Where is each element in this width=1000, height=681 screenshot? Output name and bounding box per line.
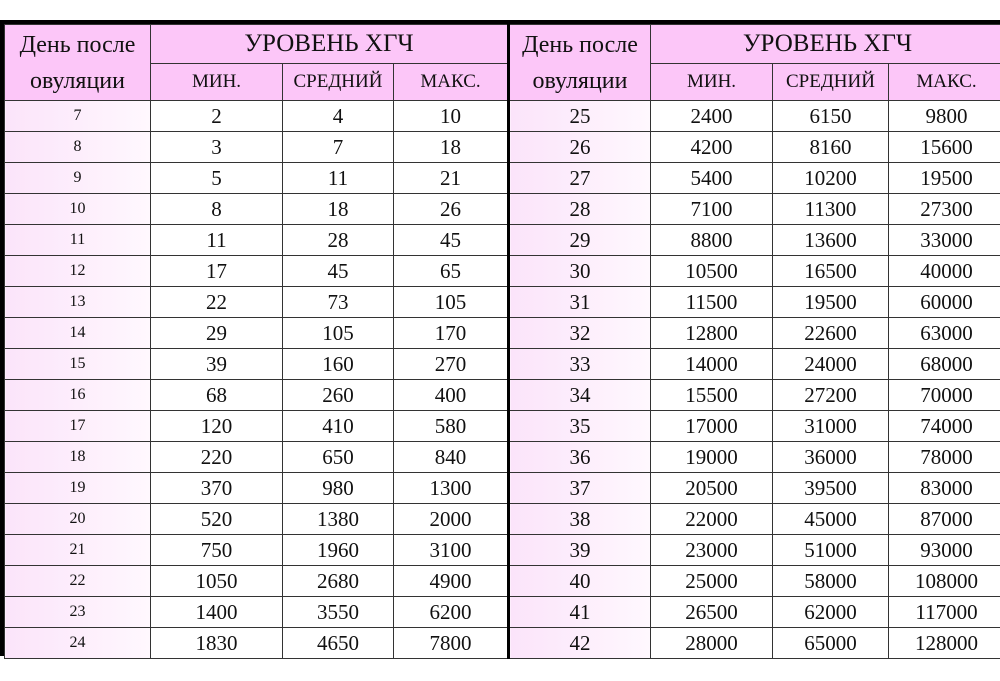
right-day-cell: 29: [509, 225, 651, 256]
right-min-cell: 10500: [651, 256, 773, 287]
left-min-cell: 1400: [151, 597, 283, 628]
left-avg-cell: 650: [283, 442, 394, 473]
table-row: [5, 101, 1000, 132]
table-row: [5, 628, 1000, 659]
right-min-cell: 17000: [651, 411, 773, 442]
table-row: [5, 256, 1000, 287]
left-avg-cell: 980: [283, 473, 394, 504]
right-min-cell: 23000: [651, 535, 773, 566]
right-min-cell: 20500: [651, 473, 773, 504]
right-avg-cell: 27200: [773, 380, 889, 411]
left-min-cell: 11: [151, 225, 283, 256]
left-max-cell: 580: [394, 411, 509, 442]
right-avg-cell: 10200: [773, 163, 889, 194]
header-day-line1: День после: [522, 31, 638, 58]
right-avg-cell: 36000: [773, 442, 889, 473]
left-avg-cell: 410: [283, 411, 394, 442]
right-max-cell: 128000: [889, 628, 1000, 659]
right-avg-cell: 8160: [773, 132, 889, 163]
left-day-cell: 17: [5, 411, 151, 442]
right-max-cell: 63000: [889, 318, 1000, 349]
right-max-cell: 93000: [889, 535, 1000, 566]
right-min-cell: 2400: [651, 101, 773, 132]
left-max-cell: 840: [394, 442, 509, 473]
left-min-cell: 22: [151, 287, 283, 318]
table-row: [5, 349, 1000, 380]
left-day-cell: 11: [5, 225, 151, 256]
left-min-cell: 17: [151, 256, 283, 287]
left-min-cell: 1830: [151, 628, 283, 659]
left-day-cell: 22: [5, 566, 151, 597]
header-avg-left: СРЕДНИЙ: [283, 64, 394, 101]
right-max-cell: 33000: [889, 225, 1000, 256]
right-min-cell: 8800: [651, 225, 773, 256]
left-day-cell: 14: [5, 318, 151, 349]
table-body: [5, 101, 1000, 659]
right-avg-cell: 39500: [773, 473, 889, 504]
right-max-cell: 60000: [889, 287, 1000, 318]
right-avg-cell: 45000: [773, 504, 889, 535]
right-min-cell: 26500: [651, 597, 773, 628]
left-max-cell: 18: [394, 132, 509, 163]
table-row: [5, 411, 1000, 442]
table-row: [5, 132, 1000, 163]
left-avg-cell: 18: [283, 194, 394, 225]
left-min-cell: 520: [151, 504, 283, 535]
right-day-cell: 25: [509, 101, 651, 132]
table-row: [5, 597, 1000, 628]
right-day-cell: 35: [509, 411, 651, 442]
header-row-2: [5, 64, 1000, 101]
right-max-cell: 74000: [889, 411, 1000, 442]
right-avg-cell: 58000: [773, 566, 889, 597]
left-min-cell: 39: [151, 349, 283, 380]
left-day-cell: 20: [5, 504, 151, 535]
right-day-cell: 36: [509, 442, 651, 473]
left-max-cell: 270: [394, 349, 509, 380]
left-avg-cell: 11: [283, 163, 394, 194]
left-max-cell: 6200: [394, 597, 509, 628]
left-min-cell: 370: [151, 473, 283, 504]
left-day-cell: 18: [5, 442, 151, 473]
right-max-cell: 78000: [889, 442, 1000, 473]
left-day-cell: 15: [5, 349, 151, 380]
right-day-cell: 32: [509, 318, 651, 349]
right-day-cell: 27: [509, 163, 651, 194]
right-min-cell: 5400: [651, 163, 773, 194]
right-min-cell: 11500: [651, 287, 773, 318]
left-avg-cell: 45: [283, 256, 394, 287]
right-avg-cell: 19500: [773, 287, 889, 318]
hcg-levels-table-container: [0, 20, 1000, 656]
table-row: [5, 287, 1000, 318]
right-max-cell: 87000: [889, 504, 1000, 535]
right-avg-cell: 65000: [773, 628, 889, 659]
right-min-cell: 28000: [651, 628, 773, 659]
left-avg-cell: 3550: [283, 597, 394, 628]
right-max-cell: 27300: [889, 194, 1000, 225]
right-avg-cell: 31000: [773, 411, 889, 442]
right-max-cell: 19500: [889, 163, 1000, 194]
table-row: [5, 163, 1000, 194]
right-min-cell: 25000: [651, 566, 773, 597]
left-avg-cell: 260: [283, 380, 394, 411]
right-min-cell: 14000: [651, 349, 773, 380]
right-max-cell: 15600: [889, 132, 1000, 163]
table-row: [5, 194, 1000, 225]
right-day-cell: 40: [509, 566, 651, 597]
right-min-cell: 19000: [651, 442, 773, 473]
right-max-cell: 108000: [889, 566, 1000, 597]
left-min-cell: 120: [151, 411, 283, 442]
right-day-cell: 33: [509, 349, 651, 380]
right-day-cell: 37: [509, 473, 651, 504]
right-avg-cell: 24000: [773, 349, 889, 380]
right-max-cell: 83000: [889, 473, 1000, 504]
left-max-cell: 3100: [394, 535, 509, 566]
left-min-cell: 3: [151, 132, 283, 163]
left-max-cell: 45: [394, 225, 509, 256]
table-row: [5, 225, 1000, 256]
right-min-cell: 4200: [651, 132, 773, 163]
left-day-cell: 9: [5, 163, 151, 194]
left-avg-cell: 4: [283, 101, 394, 132]
left-avg-cell: 28: [283, 225, 394, 256]
right-avg-cell: 51000: [773, 535, 889, 566]
left-min-cell: 29: [151, 318, 283, 349]
header-max-left: МАКС.: [394, 64, 509, 101]
table-row: [5, 380, 1000, 411]
left-max-cell: 1300: [394, 473, 509, 504]
left-day-cell: 24: [5, 628, 151, 659]
left-day-cell: 13: [5, 287, 151, 318]
left-day-cell: 23: [5, 597, 151, 628]
left-max-cell: 105: [394, 287, 509, 318]
left-max-cell: 26: [394, 194, 509, 225]
table-row: [5, 535, 1000, 566]
left-avg-cell: 1380: [283, 504, 394, 535]
left-max-cell: 10: [394, 101, 509, 132]
right-day-cell: 41: [509, 597, 651, 628]
left-day-cell: 7: [5, 101, 151, 132]
left-day-cell: 16: [5, 380, 151, 411]
left-avg-cell: 105: [283, 318, 394, 349]
right-day-cell: 31: [509, 287, 651, 318]
right-max-cell: 117000: [889, 597, 1000, 628]
right-min-cell: 12800: [651, 318, 773, 349]
right-avg-cell: 13600: [773, 225, 889, 256]
header-day-right: [509, 25, 651, 101]
right-max-cell: 68000: [889, 349, 1000, 380]
header-level-left: УРОВЕНЬ ХГЧ: [151, 25, 509, 64]
right-day-cell: 42: [509, 628, 651, 659]
left-day-cell: 21: [5, 535, 151, 566]
left-min-cell: 5: [151, 163, 283, 194]
hcg-levels-table: [4, 24, 1000, 659]
header-min-right: МИН.: [651, 64, 773, 101]
header-day-line2: овуляции: [532, 67, 628, 94]
table-row: [5, 473, 1000, 504]
right-day-cell: 34: [509, 380, 651, 411]
left-max-cell: 170: [394, 318, 509, 349]
left-max-cell: 21: [394, 163, 509, 194]
header-min-left: МИН.: [151, 64, 283, 101]
left-min-cell: 1050: [151, 566, 283, 597]
table-row: [5, 504, 1000, 535]
header-day-line1: День после: [19, 31, 136, 58]
header-max-right: МАКС.: [889, 64, 1000, 101]
header-avg-right: СРЕДНИЙ: [773, 64, 889, 101]
left-day-cell: 8: [5, 132, 151, 163]
left-max-cell: 65: [394, 256, 509, 287]
left-day-cell: 12: [5, 256, 151, 287]
right-max-cell: 9800: [889, 101, 1000, 132]
right-max-cell: 70000: [889, 380, 1000, 411]
header-day-line2: овуляции: [29, 67, 125, 94]
left-avg-cell: 2680: [283, 566, 394, 597]
right-min-cell: 15500: [651, 380, 773, 411]
right-avg-cell: 11300: [773, 194, 889, 225]
header-row-1: [5, 25, 1000, 64]
left-min-cell: 2: [151, 101, 283, 132]
left-avg-cell: 160: [283, 349, 394, 380]
right-min-cell: 7100: [651, 194, 773, 225]
left-avg-cell: 7: [283, 132, 394, 163]
left-min-cell: 750: [151, 535, 283, 566]
right-day-cell: 28: [509, 194, 651, 225]
table-row: [5, 566, 1000, 597]
left-max-cell: 400: [394, 380, 509, 411]
left-max-cell: 4900: [394, 566, 509, 597]
left-min-cell: 68: [151, 380, 283, 411]
left-max-cell: 7800: [394, 628, 509, 659]
right-day-cell: 39: [509, 535, 651, 566]
left-max-cell: 2000: [394, 504, 509, 535]
right-day-cell: 26: [509, 132, 651, 163]
right-day-cell: 38: [509, 504, 651, 535]
right-avg-cell: 6150: [773, 101, 889, 132]
table-row: [5, 442, 1000, 473]
right-day-cell: 30: [509, 256, 651, 287]
left-avg-cell: 1960: [283, 535, 394, 566]
left-avg-cell: 73: [283, 287, 394, 318]
right-max-cell: 40000: [889, 256, 1000, 287]
left-avg-cell: 4650: [283, 628, 394, 659]
right-min-cell: 22000: [651, 504, 773, 535]
left-day-cell: 10: [5, 194, 151, 225]
left-day-cell: 19: [5, 473, 151, 504]
right-avg-cell: 22600: [773, 318, 889, 349]
left-min-cell: 220: [151, 442, 283, 473]
header-level-right: УРОВЕНЬ ХГЧ: [651, 25, 1000, 64]
header-day-left: [5, 25, 151, 101]
right-avg-cell: 62000: [773, 597, 889, 628]
left-min-cell: 8: [151, 194, 283, 225]
right-avg-cell: 16500: [773, 256, 889, 287]
table-row: [5, 318, 1000, 349]
